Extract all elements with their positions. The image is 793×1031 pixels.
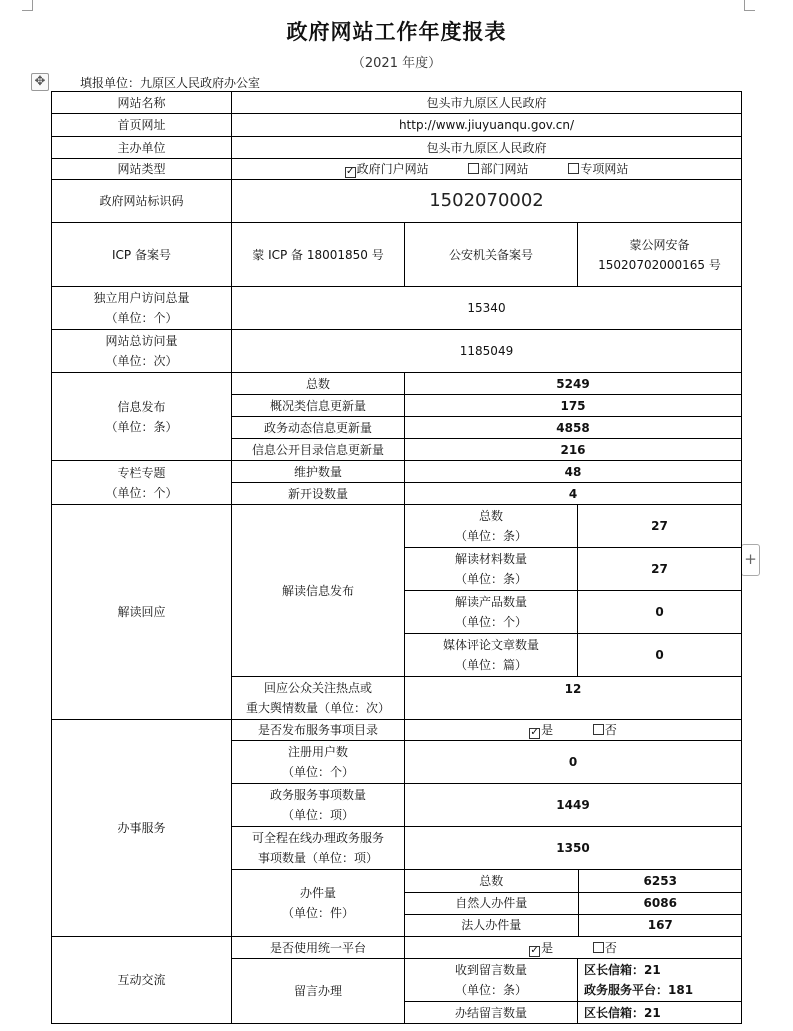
table-row — [52, 180, 742, 223]
cell-label: 总数 （单位：条） — [405, 505, 578, 548]
site-id-value[interactable]: 1502070002 — [232, 180, 742, 223]
cell-label: 自然人办件量 — [405, 892, 578, 914]
cell-value[interactable]: 27 — [578, 548, 742, 591]
section-label: 互动交流 — [52, 937, 232, 1024]
cell-label: 总数 — [405, 870, 578, 892]
cell-value[interactable]: 1350 — [405, 827, 742, 870]
cell-value[interactable]: 4 — [405, 483, 742, 505]
cell-label: 办结留言数量 — [405, 1002, 578, 1024]
cell-value[interactable]: 0 — [405, 741, 742, 784]
cell-label: 可全程在线办理政务服务 事项数量（单位：项） — [232, 827, 405, 870]
table-row — [52, 159, 742, 180]
pv-value[interactable]: 1185049 — [232, 330, 742, 373]
cell-value[interactable]: 167 — [578, 914, 742, 936]
cell-value[interactable]: 6253 — [578, 870, 742, 892]
table-row — [52, 461, 742, 483]
checkbox-checked-icon[interactable]: ✓ — [530, 944, 539, 956]
table-row — [52, 330, 742, 373]
page-corner-top-right — [744, 0, 755, 11]
table-row — [52, 223, 742, 287]
filler-unit: 填报单位：九原区人民政府办公室 — [80, 76, 261, 90]
sub-section-label: 留言办理 — [232, 959, 405, 1024]
cell-label: 公安机关备案号 — [405, 223, 578, 287]
catalog-options — [405, 720, 742, 741]
uv-value[interactable]: 15340 — [232, 287, 742, 330]
cell-label: 收到留言数量 （单位：条） — [405, 959, 578, 1002]
cell-label: 主办单位 — [52, 137, 232, 159]
cell-label: 办件量 （单位：件） — [232, 870, 405, 937]
homepage-link[interactable]: http://www.jiuyuanqu.gov.cn/ — [232, 114, 742, 137]
cell-value[interactable]: 12 — [405, 677, 742, 720]
icp-value[interactable]: 蒙 ICP 备 18001850 号 — [232, 223, 405, 287]
table-row — [52, 137, 742, 159]
cell-value[interactable]: 包头市九原区人民政府 — [232, 92, 742, 114]
cell-label: 解读产品数量 （单位：个） — [405, 591, 578, 634]
cell-value[interactable]: 0 — [578, 591, 742, 634]
cell-value[interactable]: 4858 — [405, 417, 742, 439]
cell-label: 新开设数量 — [232, 483, 405, 505]
cell-label: 解读材料数量 （单位：条） — [405, 548, 578, 591]
report-table — [51, 91, 742, 1024]
cell-label: 政务动态信息更新量 — [232, 417, 405, 439]
section-label: 信息发布 （单位：条） — [52, 373, 232, 461]
cell-label: 媒体评论文章数量 （单位：篇） — [405, 634, 578, 677]
cell-label: ICP 备案号 — [52, 223, 232, 287]
table-row — [405, 892, 742, 914]
cell-label: 回应公众关注热点或 重大舆情数量（单位：次） — [232, 677, 405, 720]
cell-label: 信息公开目录信息更新量 — [232, 439, 405, 461]
site-type-option[interactable]: 专项网站 — [568, 159, 628, 179]
table-row — [52, 92, 742, 114]
table-row — [52, 287, 742, 330]
cell-value[interactable]: 0 — [578, 634, 742, 677]
platform-options — [405, 937, 742, 959]
table-row — [405, 914, 742, 936]
police-record-value[interactable]: 蒙公网安备 15020702000165 号 — [578, 223, 742, 287]
checkbox-checked-icon[interactable]: ✓ — [345, 166, 355, 177]
cell-value[interactable]: 5249 — [405, 373, 742, 395]
add-column-handle-icon[interactable]: + — [741, 544, 760, 576]
cell-label: 网站名称 — [52, 92, 232, 114]
cell-value[interactable]: 区长信箱：21 政务服务平台：181 — [578, 959, 742, 1002]
cases-subtable-cell — [405, 870, 742, 937]
report-year: （2021 年度） — [351, 56, 442, 71]
cell-label: 法人办件量 — [405, 914, 578, 936]
cell-label: 注册用户数 （单位：个） — [232, 741, 405, 784]
platform-no-option[interactable]: 否 — [593, 938, 617, 958]
catalog-yes-option[interactable]: ✓ 是 — [530, 723, 554, 738]
site-type-options — [232, 159, 742, 180]
table-row — [52, 937, 742, 959]
cell-label: 概况类信息更新量 — [232, 395, 405, 417]
cell-value[interactable]: 区长信箱：21 — [578, 1002, 742, 1024]
cell-label: 总数 — [232, 373, 405, 395]
table-row — [52, 720, 742, 741]
checkbox-checked-icon[interactable]: ✓ — [530, 727, 539, 738]
cell-value[interactable]: 1449 — [405, 784, 742, 827]
cell-label: 是否发布服务事项目录 — [232, 720, 405, 741]
checkbox-icon[interactable] — [568, 163, 579, 174]
cases-subtable — [405, 870, 742, 936]
table-row — [52, 114, 742, 137]
checkbox-icon[interactable] — [593, 942, 604, 953]
cell-value[interactable]: 48 — [405, 461, 742, 483]
cell-label: 首页网址 — [52, 114, 232, 137]
section-label: 专栏专题 （单位：个） — [52, 461, 232, 505]
page-corner-top-left — [22, 0, 33, 11]
cell-value[interactable]: 6086 — [578, 892, 742, 914]
table-row — [52, 373, 742, 395]
site-type-option[interactable]: ✓ 政府门户网站 — [345, 162, 429, 177]
site-type-option[interactable]: 部门网站 — [468, 159, 528, 179]
section-label: 解读回应 — [52, 505, 232, 720]
cell-label: 网站类型 — [52, 159, 232, 180]
catalog-no-option[interactable]: 否 — [593, 720, 617, 740]
sub-section-label: 解读信息发布 — [232, 505, 405, 677]
platform-yes-option[interactable]: ✓ 是 — [530, 940, 554, 956]
table-row — [52, 505, 742, 548]
checkbox-icon[interactable] — [593, 724, 604, 735]
cell-label: 政务服务事项数量 （单位：项） — [232, 784, 405, 827]
cell-label: 网站总访问量 （单位：次） — [52, 330, 232, 373]
cell-label: 独立用户访问总量 （单位：个） — [52, 287, 232, 330]
section-label: 办事服务 — [52, 720, 232, 937]
cell-label: 维护数量 — [232, 461, 405, 483]
cell-label: 是否使用统一平台 — [232, 937, 405, 959]
checkbox-icon[interactable] — [468, 163, 479, 174]
table-row — [405, 870, 742, 892]
cell-value[interactable]: 175 — [405, 395, 742, 417]
cell-label: 政府网站标识码 — [52, 180, 232, 223]
cell-value[interactable]: 包头市九原区人民政府 — [232, 137, 742, 159]
page-title: 政府网站工作年度报表 — [286, 19, 507, 44]
cell-value[interactable]: 216 — [405, 439, 742, 461]
table-move-handle-icon[interactable]: ✥ — [31, 73, 49, 91]
cell-value[interactable]: 27 — [578, 505, 742, 548]
